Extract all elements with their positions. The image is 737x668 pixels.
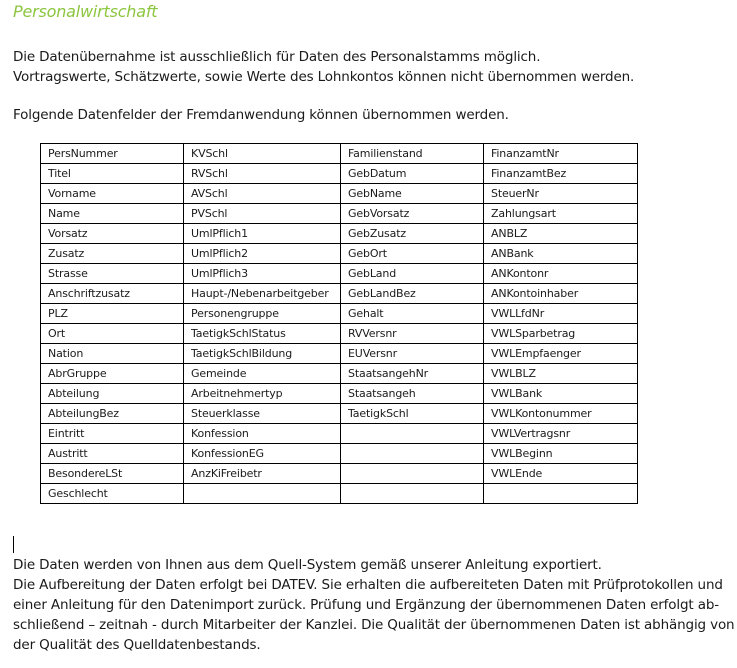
table-row — [41, 224, 638, 244]
fields-table — [40, 143, 638, 504]
table-row — [41, 464, 638, 484]
table-cell: UmlPflich2 — [184, 244, 341, 264]
table-cell: AnzKiFreibetr — [184, 464, 341, 484]
table-cell — [341, 484, 484, 504]
table-cell: VWLLfdNr — [484, 304, 638, 324]
table-cell: FinanzamtBez — [484, 164, 638, 184]
table-row — [41, 344, 638, 364]
table-row — [41, 244, 638, 264]
table-row — [41, 324, 638, 344]
table-cell: VWLVertragsnr — [484, 424, 638, 444]
table-cell: VWLKontonummer — [484, 404, 638, 424]
outro-line: einer Anleitung für den Datenimport zurück. Prüfung und Ergänzung der übernommenen Daten erfolgt ab- — [13, 597, 719, 613]
table-cell: GebVorsatz — [341, 204, 484, 224]
table-cell: Gehalt — [341, 304, 484, 324]
table-cell: Personengruppe — [184, 304, 341, 324]
outro-paragraph — [13, 555, 734, 655]
table-cell: KonfessionEG — [184, 444, 341, 464]
table-cell — [484, 484, 638, 504]
table-cell: AVSchl — [184, 184, 341, 204]
table-row — [41, 364, 638, 384]
table-row — [41, 264, 638, 284]
table-cell: TaetigkSchlStatus — [184, 324, 341, 344]
table-cell: ANBLZ — [484, 224, 638, 244]
table-cell: FinanzamtNr — [484, 144, 638, 164]
table-cell: StaatsangehNr — [341, 364, 484, 384]
table-cell: TaetigkSchl — [341, 404, 484, 424]
table-cell: AbrGruppe — [41, 364, 184, 384]
table-cell: ANBank — [484, 244, 638, 264]
table-cell: GebLand — [341, 264, 484, 284]
text-cursor — [13, 536, 14, 553]
table-cell: VWLEnde — [484, 464, 638, 484]
table-cell: VWLEmpfaenger — [484, 344, 638, 364]
table-cell: EUVersnr — [341, 344, 484, 364]
table-cell: VWLSparbetrag — [484, 324, 638, 344]
table-cell: TaetigkSchlBildung — [184, 344, 341, 364]
table-cell: KVSchl — [184, 144, 341, 164]
table-row — [41, 304, 638, 324]
table-cell: SteuerNr — [484, 184, 638, 204]
table-cell: GebDatum — [341, 164, 484, 184]
table-cell: Zahlungsart — [484, 204, 638, 224]
table-cell: Strasse — [41, 264, 184, 284]
outro-line: Die Aufbereitung der Daten erfolgt bei DATEV. Sie erhalten die aufbereiteten Daten mit Prüfprotokollen und — [13, 577, 723, 593]
table-cell: RVVersnr — [341, 324, 484, 344]
table-row — [41, 384, 638, 404]
table-row — [41, 204, 638, 224]
section-heading: Personalwirtschaft — [13, 2, 158, 21]
table-cell: PersNummer — [41, 144, 184, 164]
table-cell: Ort — [41, 324, 184, 344]
table-cell — [341, 424, 484, 444]
fields-intro-text: Folgende Datenfelder der Fremdanwendung können übernommen werden. — [13, 107, 509, 123]
table-row — [41, 184, 638, 204]
table-cell: PLZ — [41, 304, 184, 324]
table-cell: Anschriftzusatz — [41, 284, 184, 304]
table-row — [41, 144, 638, 164]
table-row — [41, 284, 638, 304]
table-cell: BesondereLSt — [41, 464, 184, 484]
table-cell: Zusatz — [41, 244, 184, 264]
table-cell: Abteilung — [41, 384, 184, 404]
outro-line: Die Daten werden von Ihnen aus dem Quell-System gemäß unserer Anleitung exportiert. — [13, 557, 602, 573]
table-row — [41, 444, 638, 464]
intro-line: Die Datenübernahme ist ausschließlich für Daten des Personalstamms möglich. — [13, 49, 541, 65]
table-cell: GebZusatz — [341, 224, 484, 244]
table-row — [41, 424, 638, 444]
table-cell: Vorsatz — [41, 224, 184, 244]
table-cell: Eintritt — [41, 424, 184, 444]
table-cell: VWLBLZ — [484, 364, 638, 384]
table-cell: Konfession — [184, 424, 341, 444]
table-cell: Name — [41, 204, 184, 224]
table-cell: Arbeitnehmertyp — [184, 384, 341, 404]
table-cell — [341, 464, 484, 484]
table-cell: GebName — [341, 184, 484, 204]
table-cell: Familienstand — [341, 144, 484, 164]
table-cell: VWLBeginn — [484, 444, 638, 464]
intro-line: Vortragswerte, Schätzwerte, sowie Werte des Lohnkontos können nicht übernommen werden. — [13, 69, 635, 85]
table-cell: Geschlecht — [41, 484, 184, 504]
table-cell: Haupt-/Nebenarbeitgeber — [184, 284, 341, 304]
table-cell: GebLandBez — [341, 284, 484, 304]
fields-intro — [13, 105, 509, 125]
table-cell: UmlPflich3 — [184, 264, 341, 284]
table-row — [41, 164, 638, 184]
table-cell: ANKontoinhaber — [484, 284, 638, 304]
intro-paragraph — [13, 47, 634, 87]
table-cell: Gemeinde — [184, 364, 341, 384]
table-cell: GebOrt — [341, 244, 484, 264]
table-cell: Nation — [41, 344, 184, 364]
table-cell — [341, 444, 484, 464]
outro-line: der Qualität des Quelldatenbestands. — [13, 637, 261, 653]
table-row — [41, 404, 638, 424]
outro-line: schließend – zeitnah - durch Mitarbeiter der Kanzlei. Die Qualität der übernommenen Daten ist abhängig von — [13, 617, 735, 633]
table-cell: ANKontonr — [484, 264, 638, 284]
table-cell: Steuerklasse — [184, 404, 341, 424]
table-cell: Vorname — [41, 184, 184, 204]
table-cell: PVSchl — [184, 204, 341, 224]
table-cell — [184, 484, 341, 504]
table-cell: Titel — [41, 164, 184, 184]
table-cell: AbteilungBez — [41, 404, 184, 424]
table-cell: Staatsangeh — [341, 384, 484, 404]
table-cell: RVSchl — [184, 164, 341, 184]
table-cell: Austritt — [41, 444, 184, 464]
table-row — [41, 484, 638, 504]
table-cell: VWLBank — [484, 384, 638, 404]
table-cell: UmlPflich1 — [184, 224, 341, 244]
